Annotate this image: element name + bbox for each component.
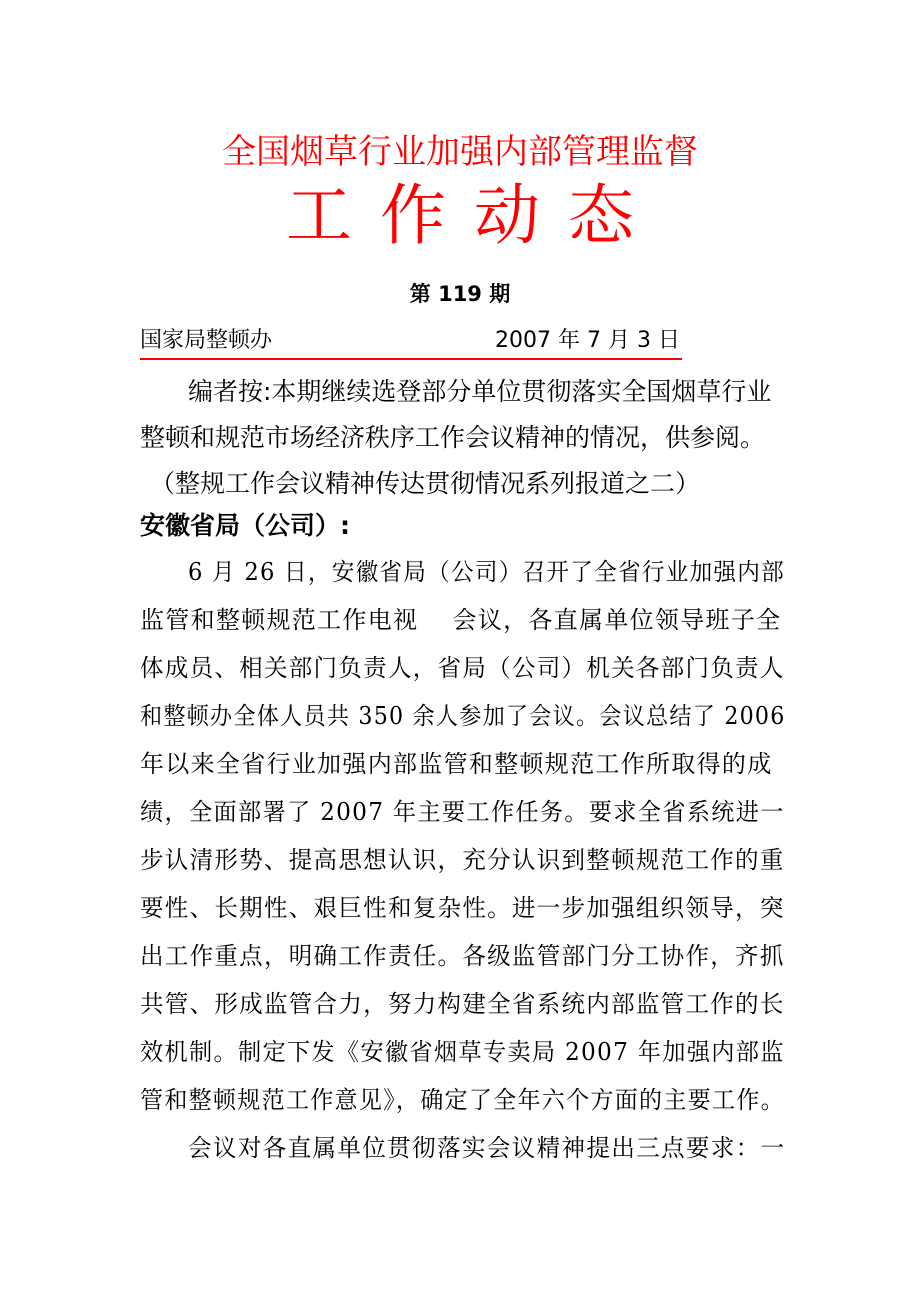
issue-number: 第 119 期 (409, 282, 511, 306)
paragraph-line: 6 月 26 日，安徽省局（公司）召开了全省行业加强内部 (188, 558, 786, 586)
paragraph-line: 效机制。制定下发《安徽省烟草专卖局 2007 年加强内部监 (140, 1038, 785, 1066)
issuer-date-row (140, 324, 682, 360)
editor-note-line: （整规工作会议精神传达贯彻情况系列报道之二） (150, 469, 701, 498)
paragraph-line: 绩，全面部署了 2007 年主要工作任务。要求全省系统进一 (140, 798, 785, 826)
paragraph-line: 步认清形势、提高思想认识，充分认识到整顿规范工作的重 (140, 846, 785, 874)
paragraph-line: 年以来全省行业加强内部监管和整顿规范工作所取得的成 (140, 750, 773, 778)
paragraph-line: 体成员、相关部门负责人，省局（公司）机关各部门负责人 (140, 654, 785, 682)
paragraph-line: 管和整顿规范工作意见》，确定了全年六个方面的主要工作。 (140, 1086, 785, 1114)
editor-note-line: 编者按:本期继续选登部分单位贯彻落实全国烟草行业 (188, 377, 772, 406)
paragraph-line: 共管、形成监管合力，努力构建全省系统内部监管工作的长 (140, 990, 785, 1018)
document-title-line2: 工作动态 (286, 177, 662, 254)
issue-date: 2007 年 7 月 3 日 (495, 328, 680, 353)
document-title-line1: 全国烟草行业加强内部管理监督 (222, 132, 698, 172)
paragraph-line: 监管和整顿规范工作电视 会议，各直属单位领导班子全 (140, 606, 782, 634)
paragraph-line: 出工作重点，明确工作责任。各级监管部门分工协作，齐抓 (140, 942, 785, 970)
editor-note-line: 整顿和规范市场经济秩序工作会议精神的情况，供参阅。 (140, 423, 766, 452)
section-heading: 安徽省局（公司）: (140, 511, 350, 540)
paragraph-line: 和整顿办全体人员共 350 余人参加了会议。会议总结了 2006 (140, 702, 786, 730)
issuer: 国家局整顿办 (140, 328, 273, 353)
paragraph-line: 要性、长期性、艰巨性和复杂性。进一步加强组织领导，突 (140, 894, 785, 922)
paragraph-line: 会议对各直属单位贯彻落实会议精神提出三点要求：一 (188, 1134, 786, 1162)
